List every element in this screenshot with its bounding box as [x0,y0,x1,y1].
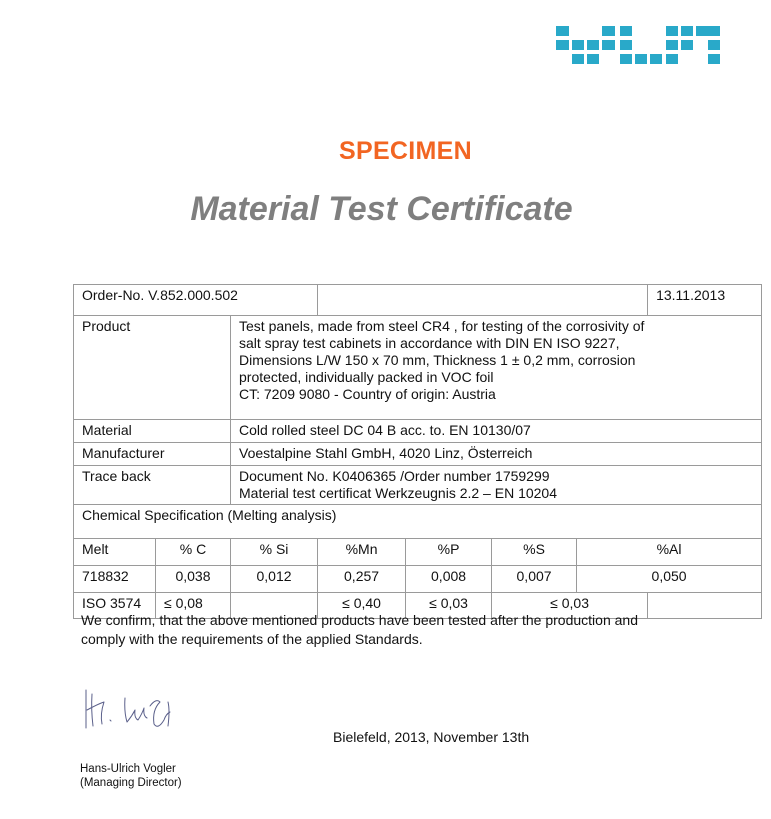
column-header: % C [156,539,231,566]
signer-block [80,762,182,790]
product-line: Dimensions L/W 150 x 70 mm, Thickness 1 ± 0,2 mm, corrosion [239,352,636,368]
specimen-label: SPECIMEN [339,137,472,165]
order-date: 13.11.2013 [648,285,762,316]
table-row [74,566,762,593]
product-line: CT: 7209 9080 - Country of origin: Austria [239,386,496,402]
product-line: salt spray test cabinets in accordance with DIN EN ISO 9227, [239,335,620,351]
value-cell: 0,008 [406,566,492,593]
place-date: Bielefeld, 2013, November 13th [333,729,530,745]
material-row [74,420,762,443]
confirmation-line: comply with the requirements of the applied Standards. [81,631,423,647]
material-value: Cold rolled steel DC 04 B acc. to. EN 10130/07 [231,420,762,443]
column-header: %Al [577,539,762,566]
document-title: Material Test Certificate [190,190,573,228]
melt-cell: 718832 [74,566,156,593]
value-cell: 0,007 [492,566,577,593]
column-header: %P [406,539,492,566]
value-cell: 0,012 [231,566,318,593]
signature [80,680,182,742]
chemical-header-row [74,539,762,566]
manufacturer-value: Voestalpine Stahl GmbH, 4020 Linz, Österreich [231,443,762,466]
value-cell: ≤ 0,03 [492,593,648,619]
trace-line: Document No. K0406365 /Order number 1759299 [239,468,550,484]
signer-role: (Managing Director) [80,777,182,789]
material-label: Material [74,420,231,443]
manufacturer-label: Manufacturer [74,443,231,466]
value-cell: 0,050 [577,566,762,593]
order-number: Order-No. V.852.000.502 [74,285,318,316]
trace-value [231,466,762,505]
product-description [231,316,762,420]
value-cell: ≤ 0,08 [156,593,231,619]
value-cell: 0,257 [318,566,406,593]
value-cell: ≤ 0,03 [406,593,492,619]
product-row [74,316,762,420]
vlm-logo [556,26,720,64]
confirmation-text [81,611,681,649]
order-blank-cell [318,285,648,316]
product-label: Product [74,316,231,420]
column-header: % Si [231,539,318,566]
column-header: Melt [74,539,156,566]
trace-row [74,466,762,505]
value-cell: ≤ 0,40 [318,593,406,619]
column-header: %Mn [318,539,406,566]
product-line: Test panels, made from steel CR4 , for testing of the corrosivity of [239,318,645,334]
signer-name: Hans-Ulrich Vogler [80,763,176,775]
value-cell: 0,038 [156,566,231,593]
melt-cell: ISO 3574 [74,593,156,619]
trace-line: Material test certificat Werkzeugnis 2.2 – EN 10204 [239,485,558,501]
certificate-table [73,284,762,619]
confirmation-line: We confirm, that the above mentioned products have been tested after the production and [81,612,638,628]
column-header: %S [492,539,577,566]
order-row [74,285,762,316]
trace-label: Trace back [74,466,231,505]
chemical-heading-row [74,505,762,539]
product-line: protected, individually packed in VOC foil [239,369,494,385]
manufacturer-row [74,443,762,466]
chemical-heading: Chemical Specification (Melting analysis) [74,505,762,539]
